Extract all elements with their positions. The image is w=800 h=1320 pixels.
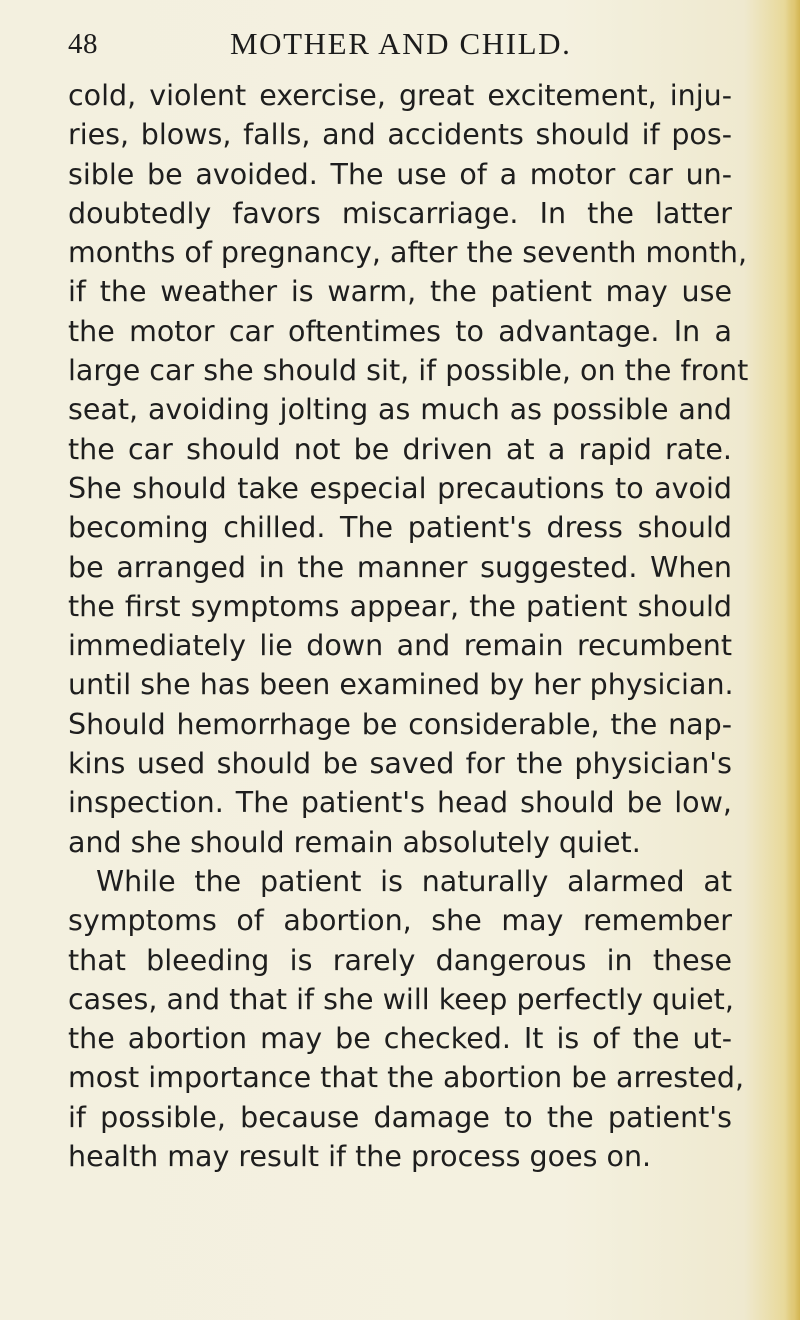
text-line: if the weather is warm, the patient may use bbox=[68, 275, 732, 309]
page-edge-shadow bbox=[786, 0, 800, 1320]
body-text bbox=[68, 76, 749, 1176]
text-line: the first symptoms appear, the patient should bbox=[68, 589, 732, 623]
text-line: kins used should be saved for the physician's bbox=[68, 747, 732, 781]
text-line: sible be avoided. The use of a motor car un- bbox=[68, 157, 732, 191]
running-head: MOTHER AND CHILD. bbox=[230, 26, 572, 61]
text-line: While the patient is naturally alarmed at bbox=[96, 864, 732, 898]
text-line: the car should not be driven at a rapid rate. bbox=[68, 432, 732, 466]
text-line: the abortion may be checked. It is of the ut- bbox=[68, 1022, 732, 1056]
page-header bbox=[68, 20, 728, 60]
text-line: and she should remain absolutely quiet. bbox=[68, 825, 641, 859]
text-line: She should take especial precautions to avoid bbox=[68, 471, 732, 505]
text-line: until she has been examined by her physician. bbox=[68, 668, 734, 702]
text-line: large car she should sit, if possible, on the front bbox=[68, 354, 749, 388]
text-line: immediately lie down and remain recumbent bbox=[68, 629, 732, 663]
text-line: ries, blows, falls, and accidents should if pos- bbox=[68, 118, 732, 152]
text-line: months of pregnancy, after the seventh month, bbox=[68, 236, 748, 270]
text-line: cold, violent exercise, great excitement, inju- bbox=[68, 79, 732, 112]
page-number: 48 bbox=[68, 28, 98, 60]
text-line: symptoms of abortion, she may remember bbox=[68, 904, 732, 938]
text-line: health may result if the process goes on. bbox=[68, 1140, 652, 1174]
text-line: doubtedly favors miscarriage. In the latter bbox=[68, 196, 732, 230]
text-line: if possible, because damage to the patient's bbox=[68, 1100, 732, 1134]
text-line: seat, avoiding jolting as much as possible and bbox=[68, 393, 732, 427]
text-line: that bleeding is rarely dangerous in these bbox=[68, 943, 732, 977]
text-line: Should hemorrhage be considerable, the nap- bbox=[68, 707, 732, 741]
text-line: cases, and that if she will keep perfectly quiet, bbox=[68, 982, 734, 1016]
text-line: most importance that the abortion be arrested, bbox=[68, 1061, 744, 1095]
text-line: the motor car oftentimes to advantage. In a bbox=[68, 314, 732, 348]
text-line: becoming chilled. The patient's dress should bbox=[68, 511, 732, 545]
text-line: inspection. The patient's head should be low, bbox=[68, 786, 732, 820]
text-line: be arranged in the manner suggested. When bbox=[68, 550, 732, 584]
